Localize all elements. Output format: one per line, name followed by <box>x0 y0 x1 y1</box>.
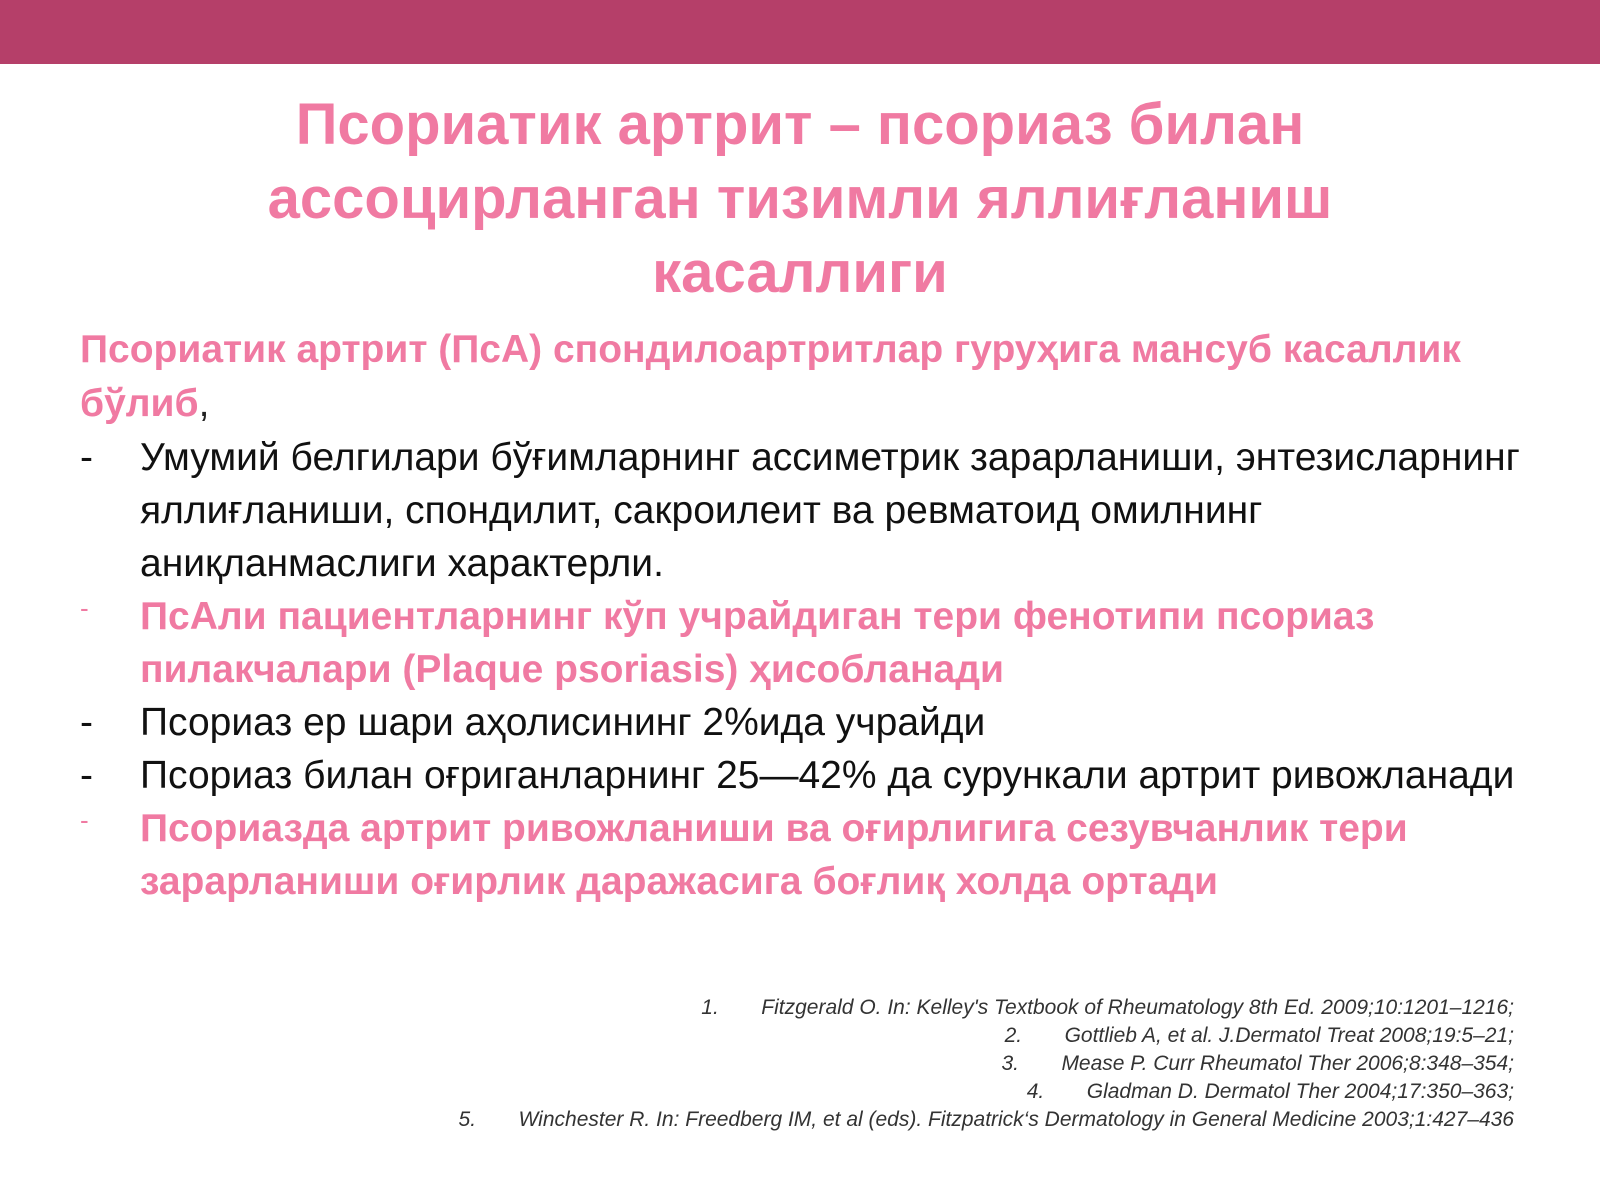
title-line-3: касаллиги <box>652 240 948 305</box>
title-line-1: Псориатик артрит – псориаз билан <box>295 92 1305 157</box>
reference-list <box>214 994 1514 1134</box>
reference-number: 4. <box>1026 1080 1045 1103</box>
bullet-text: Псориазда артрит ривожланиши ва оғирлигига сезувчанлик тери зарарланиши оғирлик даражасига боғлиқ холда ортади <box>140 807 1408 903</box>
reference-item <box>214 1022 1514 1050</box>
bullet-text: Псориаз ер шари аҳолисининг 2%ида учрайди <box>140 701 986 744</box>
top-accent-bar <box>0 0 1600 64</box>
bullet-item-5 <box>80 802 1540 908</box>
bullet-item-2 <box>80 590 1540 696</box>
bullet-text: ПсАли пациентларнинг кўп учрайдиган тери фенотипи псориаз пилакчалари (Plaque psoriasis) ҳисобланади <box>140 595 1375 691</box>
bullet-marker: - <box>80 701 93 744</box>
reference-text: Fitzgerald O. In: Kelley's Textbook of Rheumatology 8th Ed. 2009;10:1201–1216; <box>761 996 1514 1019</box>
reference-text: Gladman D. Dermatol Ther 2004;17:350–363; <box>1086 1080 1514 1103</box>
bullet-text: Умумий белгилари бўғимларнинг ассиметрик зарарланиши, энтезисларнинг яллиғланиши, спондилит, сакроилеит ва ревматоид омилнинг аниқланмаслиги характерли. <box>140 436 1520 585</box>
bullet-list <box>80 431 1540 908</box>
reference-text: Gottlieb A, et al. J.Dermatol Treat 2008;19:5–21; <box>1064 1024 1514 1047</box>
reference-item <box>214 1078 1514 1106</box>
slide-title <box>110 88 1490 310</box>
intro-highlight: Псориатик артрит (ПсА) спондилоартритлар гуруҳига мансуб касаллик бўлиб <box>80 328 1461 425</box>
reference-text: Winchester R. In: Freedberg IM, et al (eds). Fitzpatrick‘s Dermatology in General Medicine 2003;1:427–436 <box>518 1108 1514 1131</box>
bullet-marker: - <box>80 754 93 797</box>
bullet-marker: - <box>80 805 89 835</box>
reference-number: 2. <box>1004 1024 1023 1047</box>
reference-text: Mease P. Curr Rheumatol Ther 2006;8:348–354; <box>1061 1052 1514 1075</box>
reference-item <box>214 1050 1514 1078</box>
reference-item <box>214 1106 1514 1134</box>
bullet-item-3 <box>80 696 1540 749</box>
bullet-item-4 <box>80 749 1540 802</box>
bullet-text: Псориаз билан оғриганларнинг 25—42% да сурункали артрит ривожланади <box>140 754 1515 797</box>
reference-number: 1. <box>701 996 719 1019</box>
bullet-marker: - <box>80 593 89 623</box>
reference-item <box>214 994 1514 1022</box>
intro-suffix: , <box>198 382 210 425</box>
bullet-item-1 <box>80 431 1540 590</box>
intro-paragraph <box>80 323 1540 431</box>
title-line-2: ассоцирланган тизимли яллиғланиш <box>267 166 1333 231</box>
reference-number: 3. <box>1001 1052 1019 1075</box>
reference-number: 5. <box>458 1108 477 1131</box>
bullet-marker: - <box>80 436 93 479</box>
